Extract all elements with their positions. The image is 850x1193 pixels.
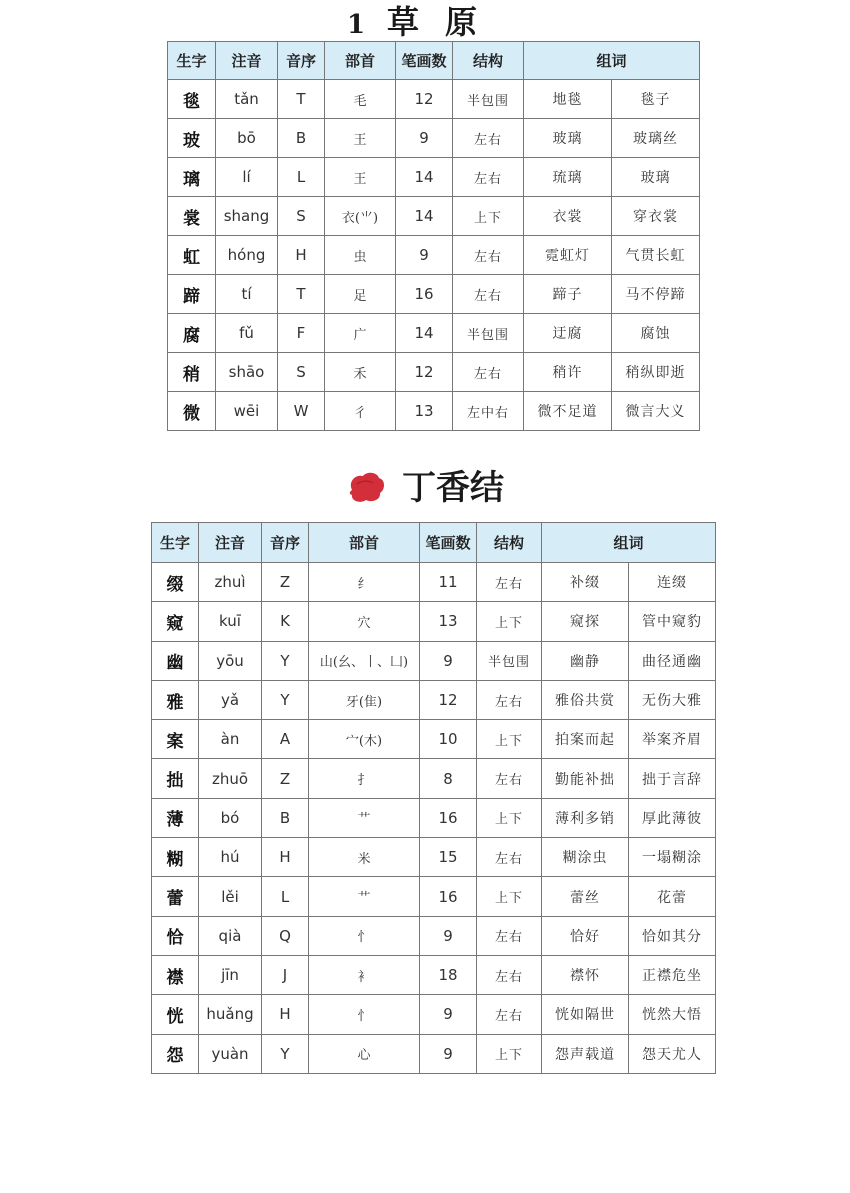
structure-cell: 左右 — [477, 838, 542, 877]
word-cell: 恰如其分 — [629, 916, 716, 955]
initial-cell: H — [278, 236, 325, 275]
structure-cell: 左右 — [477, 563, 542, 602]
table-row — [168, 80, 700, 119]
table-row — [152, 602, 716, 641]
word-cell: 稍纵即逝 — [612, 353, 700, 392]
initial-cell: W — [278, 392, 325, 431]
structure-cell: 左右 — [453, 275, 524, 314]
table-row — [168, 314, 700, 353]
header-initial: 音序 — [262, 523, 309, 563]
pinyin-cell: bō — [216, 119, 278, 158]
word-cell: 蹄子 — [524, 275, 612, 314]
initial-cell: B — [278, 119, 325, 158]
initial-cell: Y — [262, 1034, 309, 1073]
lesson-1-title — [0, 2, 850, 42]
word-cell: 薄利多销 — [542, 798, 629, 837]
radical-cell: 艹 — [309, 798, 420, 837]
word-cell: 一塌糊涂 — [629, 838, 716, 877]
word-cell: 正襟危坐 — [629, 955, 716, 994]
pinyin-cell: tǎn — [216, 80, 278, 119]
strokes-cell: 9 — [420, 641, 477, 680]
radical-cell: 穴 — [309, 602, 420, 641]
pinyin-cell: fǔ — [216, 314, 278, 353]
word-cell: 微言大义 — [612, 392, 700, 431]
word-cell: 襟怀 — [542, 955, 629, 994]
pinyin-cell: tí — [216, 275, 278, 314]
table-row — [152, 838, 716, 877]
initial-cell: Y — [262, 641, 309, 680]
strokes-cell: 16 — [396, 275, 453, 314]
initial-cell: J — [262, 955, 309, 994]
pinyin-cell: hóng — [216, 236, 278, 275]
char-cell: 稍 — [168, 353, 216, 392]
char-cell: 蕾 — [152, 877, 199, 916]
table-row — [152, 1034, 716, 1073]
word-cell: 气贯长虹 — [612, 236, 700, 275]
initial-cell: S — [278, 353, 325, 392]
pinyin-cell: lěi — [199, 877, 262, 916]
character-table-caoyuan — [167, 41, 700, 431]
pinyin-cell: yuàn — [199, 1034, 262, 1073]
word-cell: 无伤大雅 — [629, 680, 716, 719]
word-cell: 微不足道 — [524, 392, 612, 431]
structure-cell: 上下 — [453, 197, 524, 236]
header-char: 生字 — [168, 42, 216, 80]
lesson-number: 1 — [346, 10, 366, 40]
character-table-dingxiangjie — [151, 522, 716, 1074]
initial-cell: Y — [262, 680, 309, 719]
strokes-cell: 14 — [396, 314, 453, 353]
char-cell: 璃 — [168, 158, 216, 197]
initial-cell: Q — [262, 916, 309, 955]
header-strokes: 笔画数 — [420, 523, 477, 563]
strokes-cell: 12 — [396, 80, 453, 119]
radical-cell: 王 — [325, 119, 396, 158]
structure-cell: 左右 — [453, 236, 524, 275]
table-row — [152, 720, 716, 759]
initial-cell: H — [262, 995, 309, 1034]
pinyin-cell: zhuì — [199, 563, 262, 602]
word-cell: 怨天尤人 — [629, 1034, 716, 1073]
char-cell: 恍 — [152, 995, 199, 1034]
pinyin-cell: huǎng — [199, 995, 262, 1034]
lesson-2-title — [0, 464, 850, 512]
table-row — [168, 197, 700, 236]
strokes-cell: 16 — [420, 877, 477, 916]
radical-cell: 艹 — [309, 877, 420, 916]
strokes-cell: 14 — [396, 158, 453, 197]
char-cell: 案 — [152, 720, 199, 759]
char-cell: 幽 — [152, 641, 199, 680]
pinyin-cell: zhuō — [199, 759, 262, 798]
strokes-cell: 10 — [420, 720, 477, 759]
initial-cell: L — [262, 877, 309, 916]
table-row — [168, 236, 700, 275]
word-cell: 穿衣裳 — [612, 197, 700, 236]
char-cell: 襟 — [152, 955, 199, 994]
word-cell: 举案齐眉 — [629, 720, 716, 759]
radical-cell: 毛 — [325, 80, 396, 119]
table-row — [152, 680, 716, 719]
structure-cell: 半包围 — [453, 314, 524, 353]
char-cell: 玻 — [168, 119, 216, 158]
initial-cell: S — [278, 197, 325, 236]
table-row — [168, 158, 700, 197]
strokes-cell: 12 — [420, 680, 477, 719]
pinyin-cell: wēi — [216, 392, 278, 431]
word-cell: 曲径通幽 — [629, 641, 716, 680]
pinyin-cell: kuī — [199, 602, 262, 641]
structure-cell: 左中右 — [453, 392, 524, 431]
strokes-cell: 9 — [396, 119, 453, 158]
table-row — [168, 275, 700, 314]
word-cell: 补缀 — [542, 563, 629, 602]
strokes-cell: 13 — [420, 602, 477, 641]
radical-cell: 衣(⺌) — [325, 197, 396, 236]
structure-cell: 半包围 — [453, 80, 524, 119]
pinyin-cell: jīn — [199, 955, 262, 994]
table-row — [152, 641, 716, 680]
structure-cell: 左右 — [453, 119, 524, 158]
char-cell: 薄 — [152, 798, 199, 837]
initial-cell: T — [278, 80, 325, 119]
word-cell: 拙于言辞 — [629, 759, 716, 798]
pinyin-cell: lí — [216, 158, 278, 197]
header-char: 生字 — [152, 523, 199, 563]
radical-cell: 禾 — [325, 353, 396, 392]
table-row — [152, 877, 716, 916]
pinyin-cell: bó — [199, 798, 262, 837]
header-structure: 结构 — [453, 42, 524, 80]
word-cell: 管中窥豹 — [629, 602, 716, 641]
word-cell: 玻璃 — [612, 158, 700, 197]
table-row — [152, 798, 716, 837]
word-cell: 糊涂虫 — [542, 838, 629, 877]
table-row — [152, 955, 716, 994]
initial-cell: Z — [262, 759, 309, 798]
word-cell: 地毯 — [524, 80, 612, 119]
radical-cell: 忄 — [309, 995, 420, 1034]
table-row — [152, 995, 716, 1034]
word-cell: 琉璃 — [524, 158, 612, 197]
structure-cell: 上下 — [477, 1034, 542, 1073]
word-cell: 腐蚀 — [612, 314, 700, 353]
structure-cell: 左右 — [477, 955, 542, 994]
word-cell: 幽静 — [542, 641, 629, 680]
radical-cell: 米 — [309, 838, 420, 877]
word-cell: 衣裳 — [524, 197, 612, 236]
header-words: 组词 — [542, 523, 716, 563]
word-cell: 毯子 — [612, 80, 700, 119]
lesson-title: 丁香结 — [402, 468, 504, 508]
char-cell: 窥 — [152, 602, 199, 641]
strokes-cell: 13 — [396, 392, 453, 431]
initial-cell: L — [278, 158, 325, 197]
pinyin-cell: yǎ — [199, 680, 262, 719]
header-structure: 结构 — [477, 523, 542, 563]
word-cell: 玻璃 — [524, 119, 612, 158]
word-cell: 怨声载道 — [542, 1034, 629, 1073]
word-cell: 迂腐 — [524, 314, 612, 353]
pinyin-cell: àn — [199, 720, 262, 759]
radical-cell: 王 — [325, 158, 396, 197]
header-words: 组词 — [524, 42, 700, 80]
radical-cell: 心 — [309, 1034, 420, 1073]
initial-cell: K — [262, 602, 309, 641]
table-row — [168, 392, 700, 431]
table-row — [152, 563, 716, 602]
strokes-cell: 9 — [420, 1034, 477, 1073]
word-cell: 蕾丝 — [542, 877, 629, 916]
word-cell: 雅俗共赏 — [542, 680, 629, 719]
header-initial: 音序 — [278, 42, 325, 80]
initial-cell: A — [262, 720, 309, 759]
word-cell: 恰好 — [542, 916, 629, 955]
word-cell: 窥探 — [542, 602, 629, 641]
word-cell: 恍然大悟 — [629, 995, 716, 1034]
char-cell: 虹 — [168, 236, 216, 275]
structure-cell: 上下 — [477, 602, 542, 641]
table-header-row — [152, 523, 716, 563]
structure-cell: 上下 — [477, 877, 542, 916]
header-strokes: 笔画数 — [396, 42, 453, 80]
word-cell: 马不停蹄 — [612, 275, 700, 314]
char-cell: 裳 — [168, 197, 216, 236]
red-blob-icon — [346, 470, 386, 504]
structure-cell: 左右 — [453, 353, 524, 392]
char-cell: 拙 — [152, 759, 199, 798]
radical-cell: 牙(隹) — [309, 680, 420, 719]
radical-cell: 忄 — [309, 916, 420, 955]
strokes-cell: 9 — [420, 916, 477, 955]
strokes-cell: 9 — [420, 995, 477, 1034]
pinyin-cell: hú — [199, 838, 262, 877]
pinyin-cell: shāo — [216, 353, 278, 392]
table-row — [168, 119, 700, 158]
radical-cell: 宀(木) — [309, 720, 420, 759]
word-cell: 勤能补拙 — [542, 759, 629, 798]
initial-cell: H — [262, 838, 309, 877]
strokes-cell: 9 — [396, 236, 453, 275]
strokes-cell: 16 — [420, 798, 477, 837]
word-cell: 连缀 — [629, 563, 716, 602]
structure-cell: 左右 — [477, 680, 542, 719]
strokes-cell: 14 — [396, 197, 453, 236]
structure-cell: 上下 — [477, 798, 542, 837]
word-cell: 霓虹灯 — [524, 236, 612, 275]
word-cell: 厚此薄彼 — [629, 798, 716, 837]
pinyin-cell: shang — [216, 197, 278, 236]
radical-cell: 山(幺、丨、凵) — [309, 641, 420, 680]
initial-cell: Z — [262, 563, 309, 602]
char-cell: 缀 — [152, 563, 199, 602]
radical-cell: 广 — [325, 314, 396, 353]
radical-cell: 纟 — [309, 563, 420, 602]
strokes-cell: 12 — [396, 353, 453, 392]
pinyin-cell: yōu — [199, 641, 262, 680]
radical-cell: 彳 — [325, 392, 396, 431]
initial-cell: B — [262, 798, 309, 837]
radical-cell: 扌 — [309, 759, 420, 798]
header-pinyin: 注音 — [199, 523, 262, 563]
char-cell: 毯 — [168, 80, 216, 119]
structure-cell: 上下 — [477, 720, 542, 759]
header-radical: 部首 — [325, 42, 396, 80]
lesson-title: 草原 — [387, 3, 504, 41]
structure-cell: 半包围 — [477, 641, 542, 680]
radical-cell: 衤 — [309, 955, 420, 994]
word-cell: 花蕾 — [629, 877, 716, 916]
structure-cell: 左右 — [477, 916, 542, 955]
char-cell: 蹄 — [168, 275, 216, 314]
structure-cell: 左右 — [453, 158, 524, 197]
header-pinyin: 注音 — [216, 42, 278, 80]
table-row — [152, 759, 716, 798]
header-radical: 部首 — [309, 523, 420, 563]
radical-cell: 虫 — [325, 236, 396, 275]
table-row — [152, 916, 716, 955]
word-cell: 恍如隔世 — [542, 995, 629, 1034]
initial-cell: T — [278, 275, 325, 314]
table-header-row — [168, 42, 700, 80]
char-cell: 怨 — [152, 1034, 199, 1073]
strokes-cell: 15 — [420, 838, 477, 877]
structure-cell: 左右 — [477, 995, 542, 1034]
char-cell: 恰 — [152, 916, 199, 955]
pinyin-cell: qià — [199, 916, 262, 955]
strokes-cell: 18 — [420, 955, 477, 994]
strokes-cell: 8 — [420, 759, 477, 798]
initial-cell: F — [278, 314, 325, 353]
table-row — [168, 353, 700, 392]
char-cell: 糊 — [152, 838, 199, 877]
word-cell: 稍许 — [524, 353, 612, 392]
word-cell: 玻璃丝 — [612, 119, 700, 158]
radical-cell: 足 — [325, 275, 396, 314]
structure-cell: 左右 — [477, 759, 542, 798]
word-cell: 拍案而起 — [542, 720, 629, 759]
char-cell: 微 — [168, 392, 216, 431]
strokes-cell: 11 — [420, 563, 477, 602]
char-cell: 雅 — [152, 680, 199, 719]
char-cell: 腐 — [168, 314, 216, 353]
